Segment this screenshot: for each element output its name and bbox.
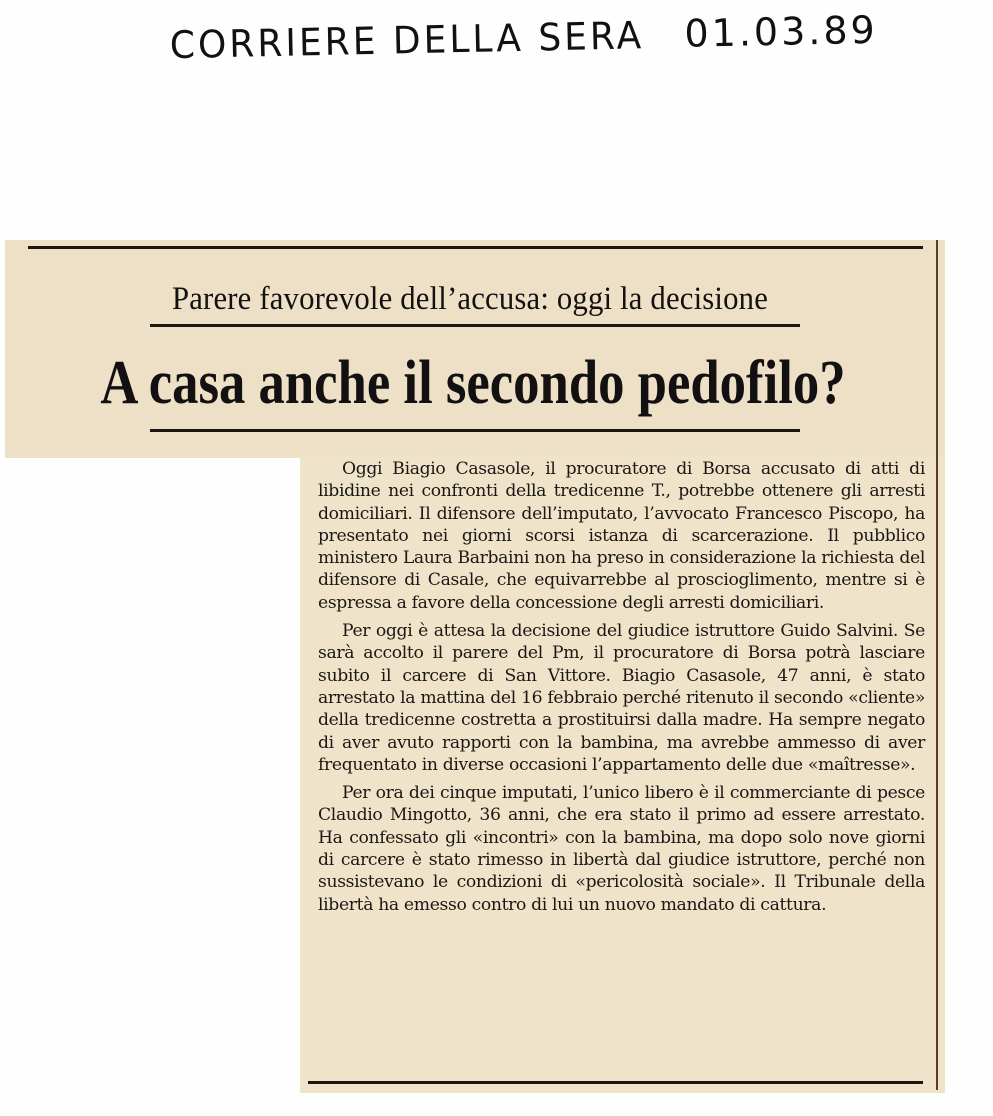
headline: A casa anche il secondo pedofilo? [100, 349, 846, 417]
column-rule-right [936, 240, 938, 1090]
kicker-subheadline: Parere favorevole dell’accusa: oggi la decisione [171, 281, 769, 317]
source-label: CORRIERE DELLA SERA [169, 14, 645, 68]
paragraph: Per ora dei cinque imputati, l’unico libero è il commerciante di pesce Claudio Mingotto, 36 anni, che era stato il primo ad essere arrestato. Ha confessato gli «incontri» con la bambina, ma dopo solo nove giorni di carcere è stato rimesso in libertà dal giudice istruttore, perché non sussistevano le condizioni di «pericolosità sociale». Il Tribunale della libertà ha emesso contro di lui un nuovo mandato di cattura. [318, 783, 925, 915]
article-body [318, 458, 925, 922]
kicker-rule [150, 324, 800, 327]
top-rule [28, 246, 923, 249]
headline-rule [150, 429, 800, 432]
paragraph: Oggi Biagio Casasole, il procuratore di Borsa accusato di atti di libidine nei confronti della tredicenne T., potrebbe ottenere gli arresti domiciliari. Il difensore dell’imputato, l’avvocato Francesco Piscopo, ha presentato nei giorni scorsi istanza di scarcerazione. Il pubblico ministero Laura Barbaini non ha preso in considerazione la richiesta del difensore di Casale, che equivarrebbe al proscioglimento, mentre si è espressa a favore della concessione degli arresti domiciliari. [318, 459, 925, 613]
date-label: 01.03.89 [684, 7, 879, 56]
paragraph: Per oggi è attesa la decisione del giudice istruttore Guido Salvini. Se sarà accolto il parere del Pm, il procuratore di Borsa potrà lasciare subito il carcere di San Vittore. Biagio Casasole, 47 anni, è stato arrestato la mattina del 16 febbraio perché ritenuto il secondo «cliente» della tredicenne costretta a prostituirsi dalla madre. Ha sempre negato di aver avuto rapporti con la bambina, ma avrebbe ammesso di aver frequentato in diverse occasioni l’appartamento delle due «maîtresse». [318, 621, 925, 775]
bottom-rule [308, 1081, 923, 1084]
handwritten-annotation [169, 5, 990, 92]
